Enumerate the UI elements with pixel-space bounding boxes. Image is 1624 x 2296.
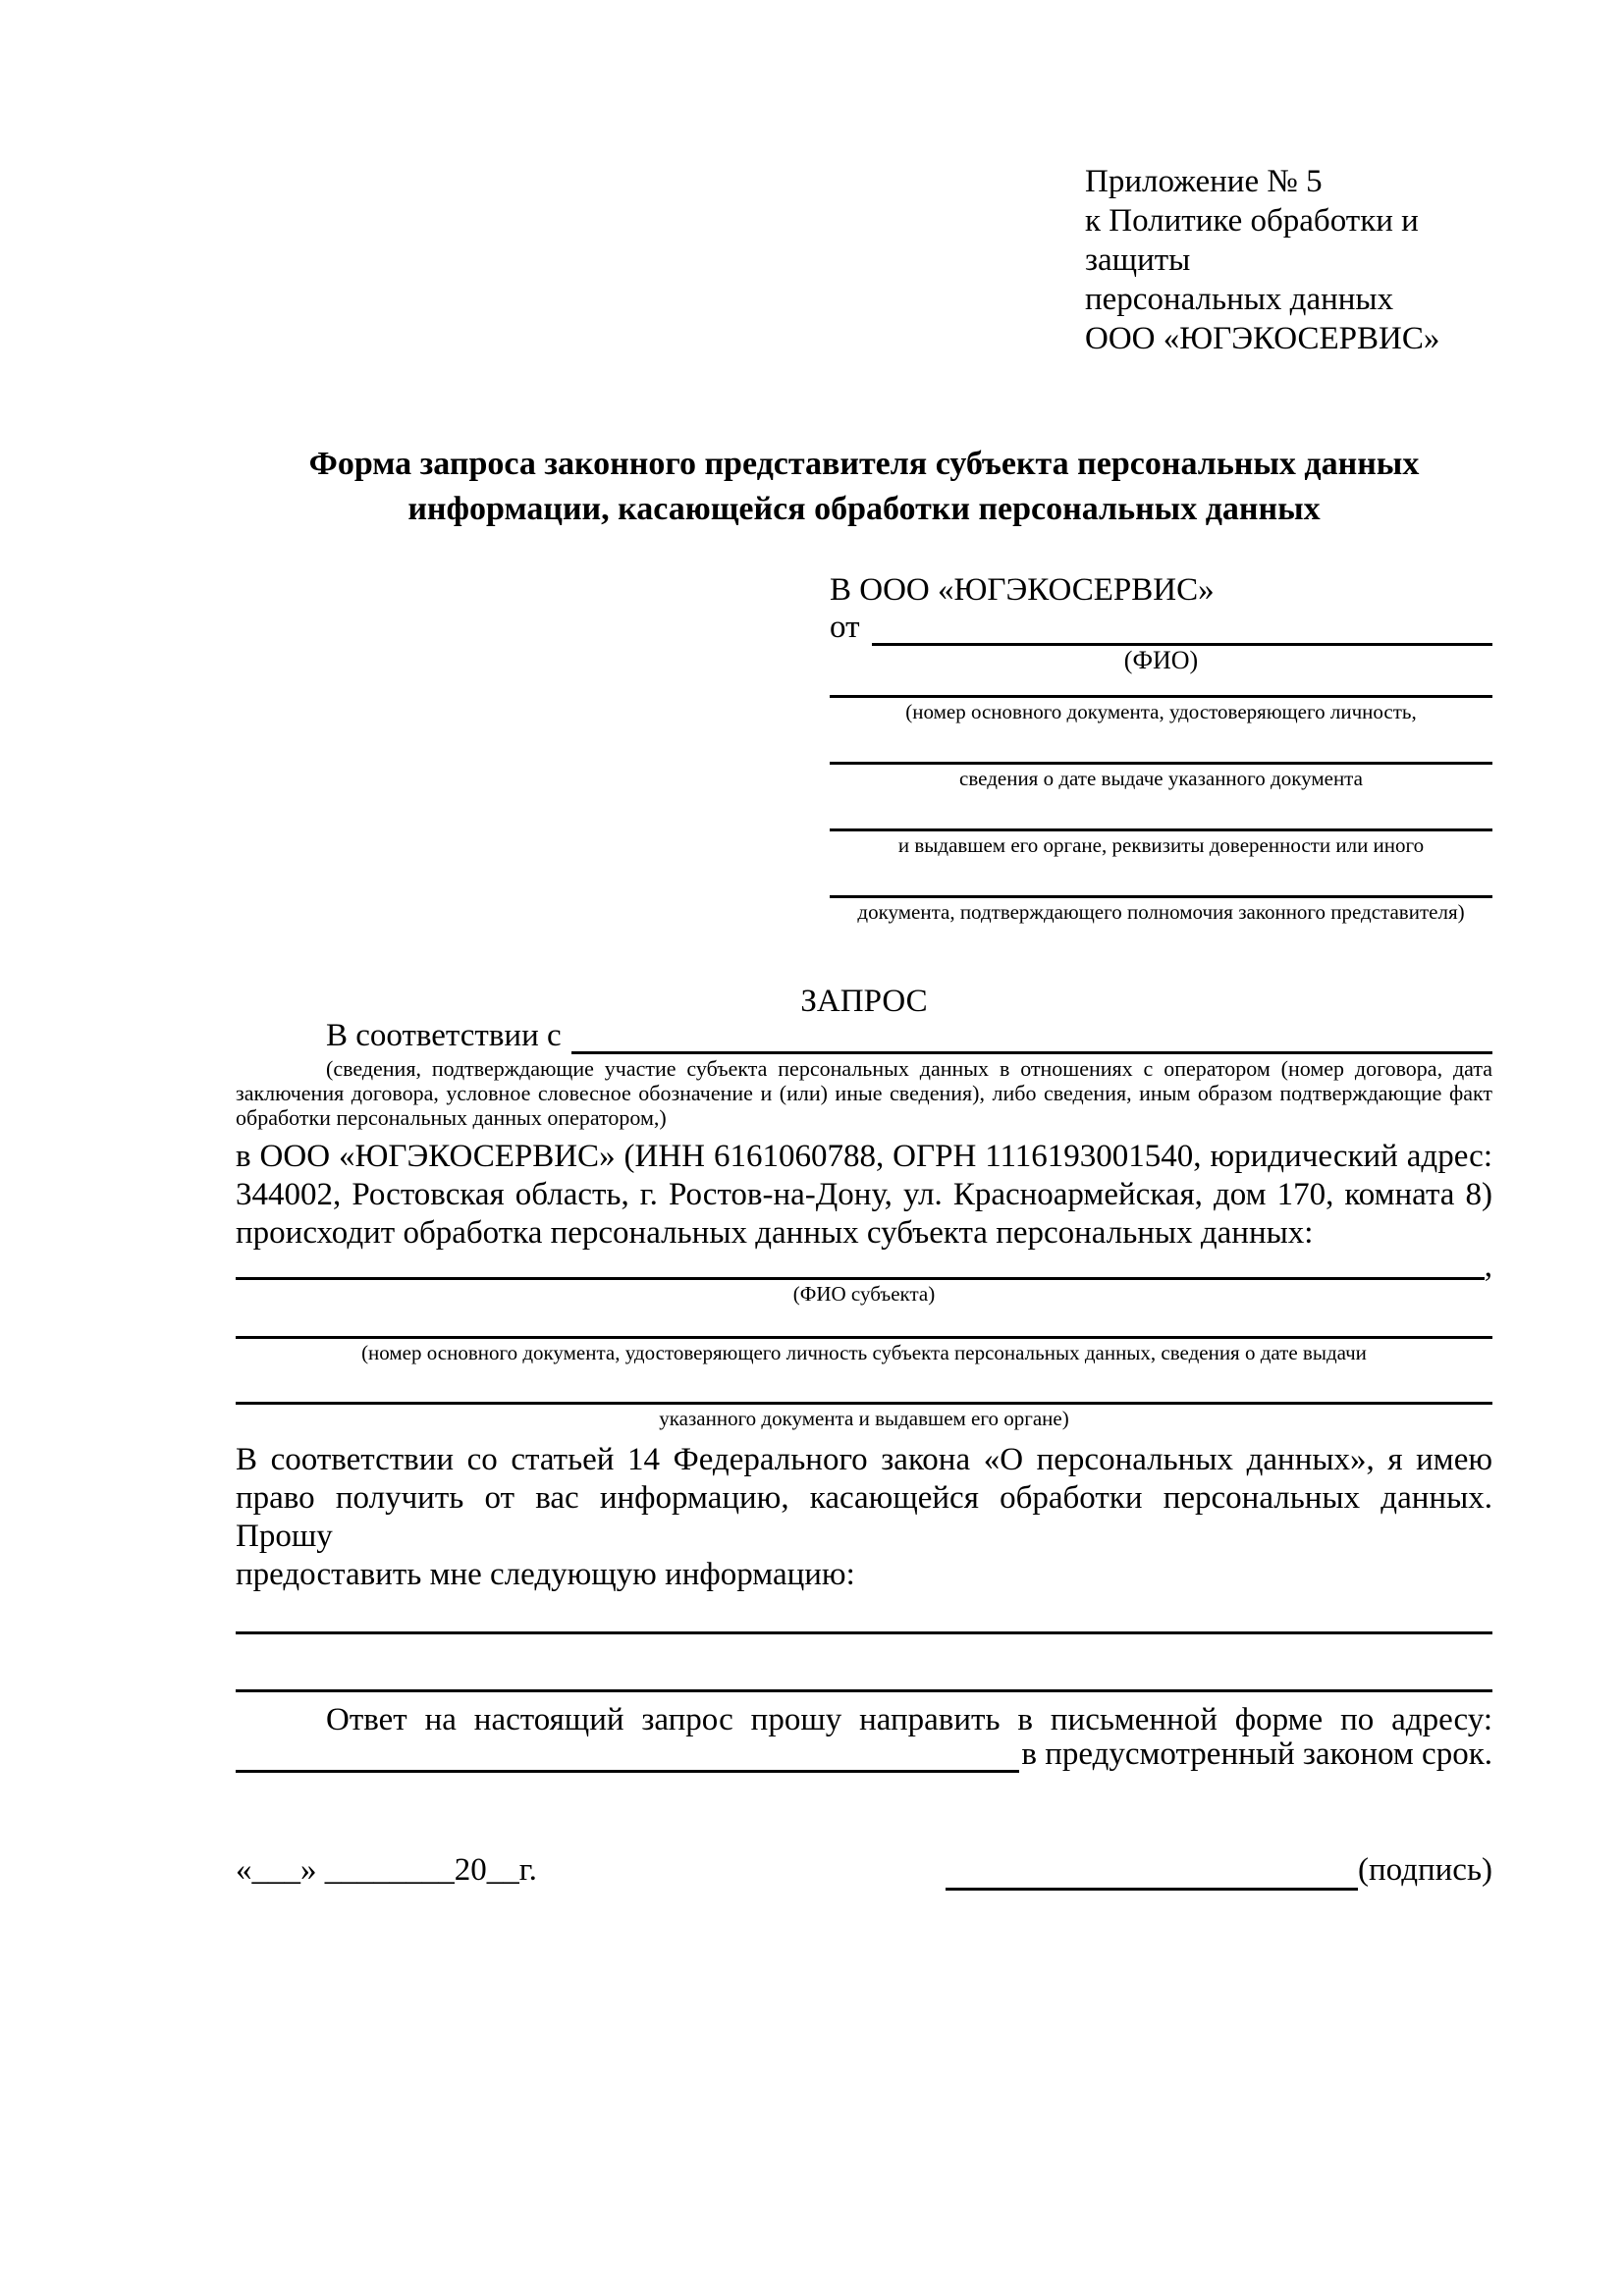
subject-fio-caption: (ФИО субъекта): [792, 1282, 936, 1306]
info-blank-line1: [236, 1631, 1492, 1634]
blank-line-caption: документа, подтверждающего полномочия законного представителя): [857, 900, 1465, 924]
doc-number-blank-group: [830, 695, 1492, 724]
blank-line-caption: сведения о дате выдаче указанного документа: [959, 767, 1363, 790]
answer-address-row: [236, 1736, 1492, 1773]
signature-blank-line: [946, 1853, 1358, 1891]
addressee-from-row: [830, 609, 1492, 646]
intro-caption: (сведения, подтверждающие участие субъекта персональных данных в отношениях с оператором (номер договора, дата заключения договора, условное словесное обозначение и (или) иные сведения), либо сведения, иным образом подтверждающие факт обработки персональных данных оператором,): [236, 1056, 1492, 1130]
from-label: от: [830, 610, 860, 645]
subject-doc-blank-line2: [236, 1402, 1492, 1405]
date-blank: «___» ________20__г.: [236, 1852, 537, 1888]
operator-paragraph-line: 344002, Ростовская область, г. Ростов-на-Дону, ул. Красноармейская, дом 170, комната 8): [236, 1177, 1492, 1212]
appendix-header-line: персональных данных: [1085, 282, 1394, 317]
trailing-comma: ,: [1484, 1249, 1492, 1284]
request-heading: ЗАПРОС: [800, 984, 928, 1019]
blank-line-caption: и выдавшем его органе, реквизиты доверенности или иного: [897, 833, 1425, 857]
blank-line: [830, 895, 1492, 898]
intro-row: [236, 1018, 1492, 1054]
blank-line: [830, 828, 1492, 831]
operator-paragraph-line: происходит обработка персональных данных субъекта персональных данных:: [236, 1215, 1314, 1251]
appendix-header: [1085, 162, 1492, 358]
appendix-header-line: ООО «ЮГЭКОСЕРВИС»: [1085, 321, 1440, 356]
blank-line: [830, 695, 1492, 698]
info-blank-line2: [236, 1689, 1492, 1692]
signature-caption: (подпись): [1358, 1852, 1492, 1888]
subject-doc-caption2: указанного документа и выдавшем его органе): [659, 1407, 1069, 1430]
addressee-to: В ООО «ЮГЭКОСЕРВИС»: [830, 572, 1215, 608]
answer-tail: в предусмотренный законом срок.: [1021, 1736, 1492, 1772]
blank-line: [830, 762, 1492, 765]
appendix-header-line: Приложение № 5: [1085, 164, 1323, 199]
blank-line-caption: (номер основного документа, удостоверяющего личность,: [905, 700, 1417, 723]
law-paragraph-line: право получить от вас информацию, касающейся обработки персональных данных. Прошу: [236, 1480, 1492, 1554]
doc-issue-date-blank-group: [830, 762, 1492, 791]
answer-paragraph: Ответ на настоящий запрос прошу направить в письменной форме по адресу:: [326, 1702, 1492, 1737]
subject-fio-row: [236, 1249, 1492, 1284]
intro-blank-line: [571, 1021, 1492, 1054]
footer-row: [236, 1849, 1492, 1891]
addressee-block: [830, 571, 1492, 925]
law-paragraph-line: предоставить мне следующую информацию:: [236, 1557, 855, 1592]
operator-paragraph: [236, 1138, 1492, 1253]
appendix-header-line: к Политике обработки и защиты: [1085, 203, 1419, 278]
doc-powers-blank-group: [830, 895, 1492, 925]
doc-authority-blank-group: [830, 828, 1492, 858]
operator-paragraph-line: в ООО «ЮГЭКОСЕРВИС» (ИНН 6161060788, ОГРН 1116193001540, юридический адрес:: [236, 1139, 1492, 1174]
document-title: [236, 442, 1492, 532]
subject-doc-caption1: (номер основного документа, удостоверяющего личность субъекта персональных данных, сведения о дате выдачи: [361, 1341, 1367, 1364]
address-blank-line: [236, 1739, 1019, 1773]
law-paragraph-line: В соответствии со статьей 14 Федерального закона «О персональных данных», я имею: [236, 1442, 1492, 1477]
signature-block: [946, 1849, 1492, 1891]
subject-fio-blank-line: [236, 1253, 1485, 1280]
document-title-line1: Форма запроса законного представителя субъекта персональных данных: [308, 446, 1420, 482]
law-paragraph: [236, 1441, 1492, 1594]
fio-caption: (ФИО): [1123, 646, 1199, 674]
document-title-line2: информации, касающейся обработки персональных данных: [407, 491, 1321, 527]
fio-blank-line: [872, 609, 1493, 646]
intro-label: В соответствии с: [326, 1018, 562, 1053]
subject-doc-blank-line: [236, 1336, 1492, 1339]
